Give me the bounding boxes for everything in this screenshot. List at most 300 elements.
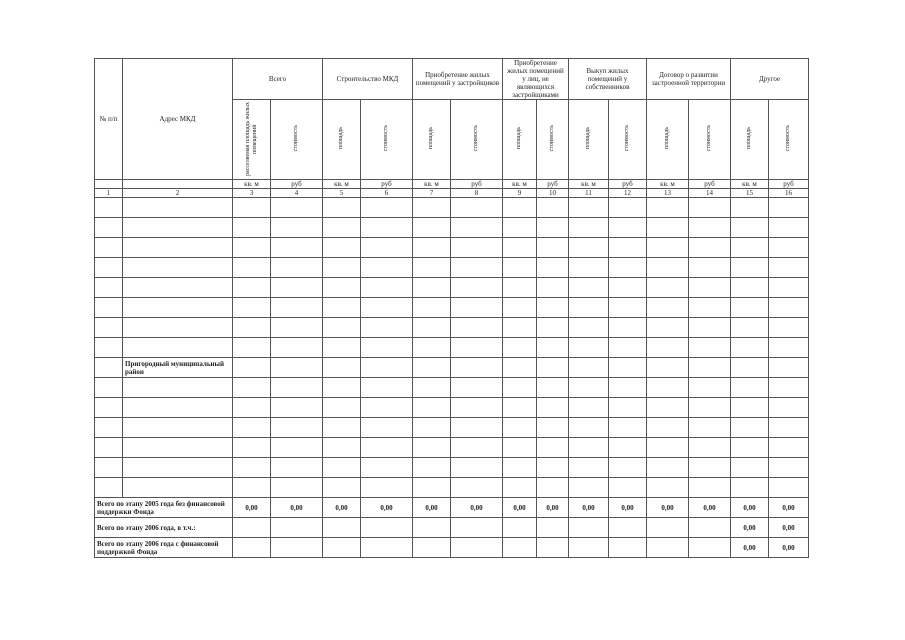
table-cell	[503, 318, 537, 338]
table-row	[95, 478, 809, 498]
table-cell	[361, 298, 413, 318]
summary-cell	[323, 538, 361, 558]
table-cell	[95, 458, 123, 478]
units-cell	[123, 180, 233, 189]
table-cell	[123, 398, 233, 418]
table-cell	[537, 378, 569, 398]
table-cell	[569, 218, 609, 238]
column-number: 5	[323, 189, 361, 198]
table-cell	[451, 198, 503, 218]
table-cell	[361, 318, 413, 338]
units-cell: кв. м	[731, 180, 769, 189]
table-cell	[361, 478, 413, 498]
summary-cell: 0,00	[647, 498, 689, 518]
table-cell	[233, 338, 271, 358]
column-number: 10	[537, 189, 569, 198]
table-cell	[609, 258, 647, 278]
header-sub-label: площадь	[664, 127, 670, 150]
table-row	[95, 198, 809, 218]
summary-cell: 0,00	[731, 538, 769, 558]
summary-label: Всего по этапу 2006 года с финансовой поддержкой Фонда	[95, 538, 233, 558]
header-sub-label: стоимость	[549, 125, 555, 152]
table-cell	[323, 218, 361, 238]
table-cell	[451, 238, 503, 258]
table-cell	[769, 318, 809, 338]
column-number: 9	[503, 189, 537, 198]
table-cell	[361, 198, 413, 218]
summary-cell	[233, 518, 271, 538]
table-cell	[233, 398, 271, 418]
table-cell	[769, 338, 809, 358]
table-cell	[323, 378, 361, 398]
table-cell	[769, 258, 809, 278]
header-sub-cell	[323, 100, 361, 180]
header-sub-label: стоимость	[706, 125, 712, 152]
table-cell	[95, 438, 123, 458]
table-cell	[689, 298, 731, 318]
table-cell	[413, 418, 451, 438]
column-number: 1	[95, 189, 123, 198]
units-cell: кв. м	[413, 180, 451, 189]
table-cell	[95, 338, 123, 358]
table-cell	[689, 218, 731, 238]
table-cell	[689, 378, 731, 398]
table-cell	[361, 458, 413, 478]
table-cell	[647, 478, 689, 498]
table-cell	[731, 198, 769, 218]
table-cell	[689, 358, 731, 378]
table-cell	[569, 418, 609, 438]
header-sub-cell	[731, 100, 769, 180]
table-cell	[689, 198, 731, 218]
header-sub-cell	[647, 100, 689, 180]
table-cell	[537, 418, 569, 438]
units-cell: руб	[271, 180, 323, 189]
table-cell	[731, 458, 769, 478]
table-cell	[537, 458, 569, 478]
table-cell	[271, 358, 323, 378]
table-cell	[361, 278, 413, 298]
table-cell	[503, 378, 537, 398]
table-cell	[451, 298, 503, 318]
summary-cell	[413, 518, 451, 538]
header-sub-label: стоимость	[624, 125, 630, 152]
table-row	[95, 398, 809, 418]
table-cell	[569, 438, 609, 458]
table-cell	[731, 238, 769, 258]
resettlement-table	[94, 58, 809, 558]
table-cell	[361, 258, 413, 278]
header-group-row	[95, 59, 809, 100]
table-cell	[689, 458, 731, 478]
table-cell	[731, 398, 769, 418]
table-row	[95, 218, 809, 238]
table-cell	[503, 278, 537, 298]
table-cell	[647, 358, 689, 378]
table-cell	[451, 318, 503, 338]
table-cell	[769, 418, 809, 438]
table-cell	[647, 198, 689, 218]
table-cell	[609, 318, 647, 338]
table-cell	[451, 458, 503, 478]
header-sub-cell	[503, 100, 537, 180]
table-cell	[609, 378, 647, 398]
units-cell: руб	[451, 180, 503, 189]
table-cell	[95, 398, 123, 418]
table-cell	[609, 478, 647, 498]
table-cell	[609, 298, 647, 318]
header-address: Адрес МКД	[123, 59, 233, 180]
table-cell	[537, 318, 569, 338]
table-cell	[451, 478, 503, 498]
summary-cell	[451, 538, 503, 558]
table-row	[95, 318, 809, 338]
table-cell	[503, 218, 537, 238]
table-cell	[647, 298, 689, 318]
summary-cell: 0,00	[769, 498, 809, 518]
table-row	[95, 338, 809, 358]
table-cell	[647, 458, 689, 478]
table-cell	[413, 278, 451, 298]
summary-cell	[271, 538, 323, 558]
table-cell	[689, 338, 731, 358]
table-cell	[233, 218, 271, 238]
table-cell	[537, 218, 569, 238]
summary-row	[95, 538, 809, 558]
summary-cell: 0,00	[323, 498, 361, 518]
table-cell	[689, 278, 731, 298]
units-cell: руб	[537, 180, 569, 189]
header-sub-cell	[609, 100, 647, 180]
table-cell	[769, 378, 809, 398]
table-cell	[271, 338, 323, 358]
header-sub-cell	[413, 100, 451, 180]
table-cell	[537, 258, 569, 278]
table-cell	[647, 378, 689, 398]
header-sub-label: площадь	[516, 127, 522, 150]
column-number: 12	[609, 189, 647, 198]
table-row	[95, 238, 809, 258]
summary-cell	[537, 538, 569, 558]
table-cell	[689, 398, 731, 418]
table-cell	[569, 378, 609, 398]
table-cell	[413, 398, 451, 418]
table-cell	[323, 458, 361, 478]
table-cell	[123, 338, 233, 358]
table-cell	[769, 298, 809, 318]
summary-cell	[413, 538, 451, 558]
column-number: 3	[233, 189, 271, 198]
summary-cell: 0,00	[413, 498, 451, 518]
table-cell	[271, 298, 323, 318]
summary-cell	[503, 538, 537, 558]
table-cell	[451, 278, 503, 298]
units-cell	[95, 180, 123, 189]
table-cell	[731, 258, 769, 278]
table-cell	[123, 438, 233, 458]
table-cell	[95, 418, 123, 438]
header-sub-cell	[537, 100, 569, 180]
table-cell	[323, 358, 361, 378]
summary-cell	[569, 518, 609, 538]
table-cell	[123, 298, 233, 318]
units-cell: кв. м	[323, 180, 361, 189]
header-sub-cell	[689, 100, 731, 180]
summary-cell	[361, 538, 413, 558]
summary-cell	[271, 518, 323, 538]
table-cell	[123, 458, 233, 478]
table-cell	[233, 238, 271, 258]
header-sub-label: стоимость	[473, 125, 479, 152]
header-sub-cell	[361, 100, 413, 180]
table-cell	[609, 198, 647, 218]
table-cell	[647, 238, 689, 258]
table-cell	[503, 458, 537, 478]
table-cell	[323, 418, 361, 438]
table-cell	[95, 218, 123, 238]
table-cell	[537, 278, 569, 298]
table-row	[95, 458, 809, 478]
table-cell	[503, 298, 537, 318]
table-cell	[233, 358, 271, 378]
table-cell	[123, 258, 233, 278]
table-cell	[731, 298, 769, 318]
summary-cell	[609, 518, 647, 538]
table-cell	[451, 338, 503, 358]
table-cell	[123, 318, 233, 338]
units-cell: кв. м	[503, 180, 537, 189]
table-cell	[271, 218, 323, 238]
table-cell	[271, 378, 323, 398]
summary-cell	[451, 518, 503, 538]
header-group-purchase-others: Приобретение жилых помещений у лиц, не являющихся застройщиками	[503, 59, 569, 100]
table-cell	[123, 378, 233, 398]
table-cell	[323, 318, 361, 338]
table-cell	[271, 478, 323, 498]
table-cell	[769, 458, 809, 478]
table-cell	[689, 258, 731, 278]
units-cell: кв. м	[569, 180, 609, 189]
summary-cell	[503, 518, 537, 538]
table-row	[95, 438, 809, 458]
table-cell	[503, 418, 537, 438]
column-number-row	[95, 189, 809, 198]
table-cell	[233, 318, 271, 338]
table-cell	[647, 278, 689, 298]
table-cell	[689, 418, 731, 438]
table-cell	[451, 358, 503, 378]
table-cell	[769, 358, 809, 378]
table-cell	[233, 278, 271, 298]
table-cell	[271, 258, 323, 278]
table-cell	[271, 398, 323, 418]
table-cell	[731, 338, 769, 358]
table-cell	[569, 278, 609, 298]
table-cell	[609, 398, 647, 418]
header-group-other: Другое	[731, 59, 809, 100]
summary-cell	[689, 518, 731, 538]
units-row	[95, 180, 809, 189]
summary-cell: 0,00	[731, 518, 769, 538]
summary-cell	[323, 518, 361, 538]
table-cell	[731, 478, 769, 498]
table-cell	[233, 458, 271, 478]
table-cell	[413, 298, 451, 318]
table-cell	[609, 218, 647, 238]
table-cell	[647, 258, 689, 278]
table-cell	[413, 378, 451, 398]
summary-cell: 0,00	[731, 498, 769, 518]
table-cell	[271, 438, 323, 458]
table-cell	[271, 418, 323, 438]
column-number: 14	[689, 189, 731, 198]
table-cell	[95, 478, 123, 498]
table-cell	[323, 258, 361, 278]
table-cell	[569, 298, 609, 318]
table-cell	[413, 478, 451, 498]
table-cell	[323, 298, 361, 318]
header-sub-label: стоимость	[293, 125, 299, 152]
table-cell	[413, 318, 451, 338]
subtotal-row	[95, 358, 809, 378]
table-cell	[569, 318, 609, 338]
table-cell	[123, 418, 233, 438]
table-cell	[769, 198, 809, 218]
units-cell: руб	[609, 180, 647, 189]
table-cell	[361, 358, 413, 378]
header-sub-cell	[569, 100, 609, 180]
table-cell	[323, 478, 361, 498]
column-number: 7	[413, 189, 451, 198]
table-cell	[361, 378, 413, 398]
table-cell	[609, 238, 647, 258]
table-cell	[451, 218, 503, 238]
table-cell	[569, 398, 609, 418]
table-row	[95, 378, 809, 398]
summary-cell	[569, 538, 609, 558]
table-cell	[323, 438, 361, 458]
header-sub-label: расселяемая площадь жилых помещений	[244, 101, 258, 176]
units-cell: кв. м	[233, 180, 271, 189]
table-cell	[731, 438, 769, 458]
table-cell	[271, 198, 323, 218]
table-cell	[731, 418, 769, 438]
table-cell	[647, 338, 689, 358]
table-cell	[413, 198, 451, 218]
table-cell	[233, 438, 271, 458]
table-cell	[323, 198, 361, 218]
table-cell	[537, 398, 569, 418]
summary-cell: 0,00	[537, 498, 569, 518]
table-cell	[323, 238, 361, 258]
table-cell	[569, 338, 609, 358]
table-cell	[609, 338, 647, 358]
table-cell	[609, 458, 647, 478]
column-number: 6	[361, 189, 413, 198]
header-num: № п/п	[95, 59, 123, 180]
header-sub-cell	[451, 100, 503, 180]
header-sub-label: площадь	[585, 127, 591, 150]
table-cell	[647, 218, 689, 238]
table-cell	[123, 278, 233, 298]
table-cell	[361, 338, 413, 358]
table-cell	[413, 338, 451, 358]
summary-row	[95, 518, 809, 538]
table-cell	[769, 278, 809, 298]
table-cell	[647, 418, 689, 438]
column-number: 11	[569, 189, 609, 198]
table-cell	[95, 298, 123, 318]
table-cell	[361, 238, 413, 258]
table-cell	[537, 338, 569, 358]
table-cell	[537, 198, 569, 218]
summary-cell: 0,00	[271, 498, 323, 518]
table-cell	[537, 438, 569, 458]
table-cell	[689, 478, 731, 498]
table-cell	[731, 358, 769, 378]
table-cell	[647, 438, 689, 458]
summary-cell: 0,00	[503, 498, 537, 518]
header-group-total: Всего	[233, 59, 323, 100]
column-number: 13	[647, 189, 689, 198]
summary-cell	[361, 518, 413, 538]
table-cell	[769, 398, 809, 418]
summary-cell	[233, 538, 271, 558]
summary-cell: 0,00	[769, 538, 809, 558]
summary-cell: 0,00	[361, 498, 413, 518]
table-cell	[609, 358, 647, 378]
column-number: 16	[769, 189, 809, 198]
summary-cell: 0,00	[769, 518, 809, 538]
table-cell	[413, 258, 451, 278]
table-cell	[451, 398, 503, 418]
summary-cell: 0,00	[609, 498, 647, 518]
table-cell	[569, 458, 609, 478]
table-cell	[451, 438, 503, 458]
header-sub-label: площадь	[428, 127, 434, 150]
table-cell	[361, 418, 413, 438]
table-cell	[503, 198, 537, 218]
table-cell	[233, 478, 271, 498]
summary-row	[95, 498, 809, 518]
table-cell	[689, 238, 731, 258]
table-cell	[95, 238, 123, 258]
table-cell	[731, 318, 769, 338]
units-cell: руб	[769, 180, 809, 189]
summary-cell: 0,00	[233, 498, 271, 518]
header-group-development-contract: Договор о развитии застроенной территории	[647, 59, 731, 100]
table-cell	[123, 478, 233, 498]
column-number: 4	[271, 189, 323, 198]
units-cell: кв. м	[647, 180, 689, 189]
table-cell	[323, 278, 361, 298]
table-cell	[123, 238, 233, 258]
summary-cell: 0,00	[689, 498, 731, 518]
table-cell	[95, 358, 123, 378]
table-cell	[569, 198, 609, 218]
table-cell	[95, 198, 123, 218]
table-cell	[569, 358, 609, 378]
table-cell	[769, 238, 809, 258]
header-sub-label: стоимость	[785, 125, 791, 152]
table-cell	[731, 378, 769, 398]
table-cell	[503, 438, 537, 458]
table-cell	[451, 258, 503, 278]
summary-label: Всего по этапу 2006 года, в т.ч.:	[95, 518, 233, 538]
header-group-construction: Строительство МКД	[323, 59, 413, 100]
header-sub-label: площадь	[338, 127, 344, 150]
table-cell	[689, 318, 731, 338]
